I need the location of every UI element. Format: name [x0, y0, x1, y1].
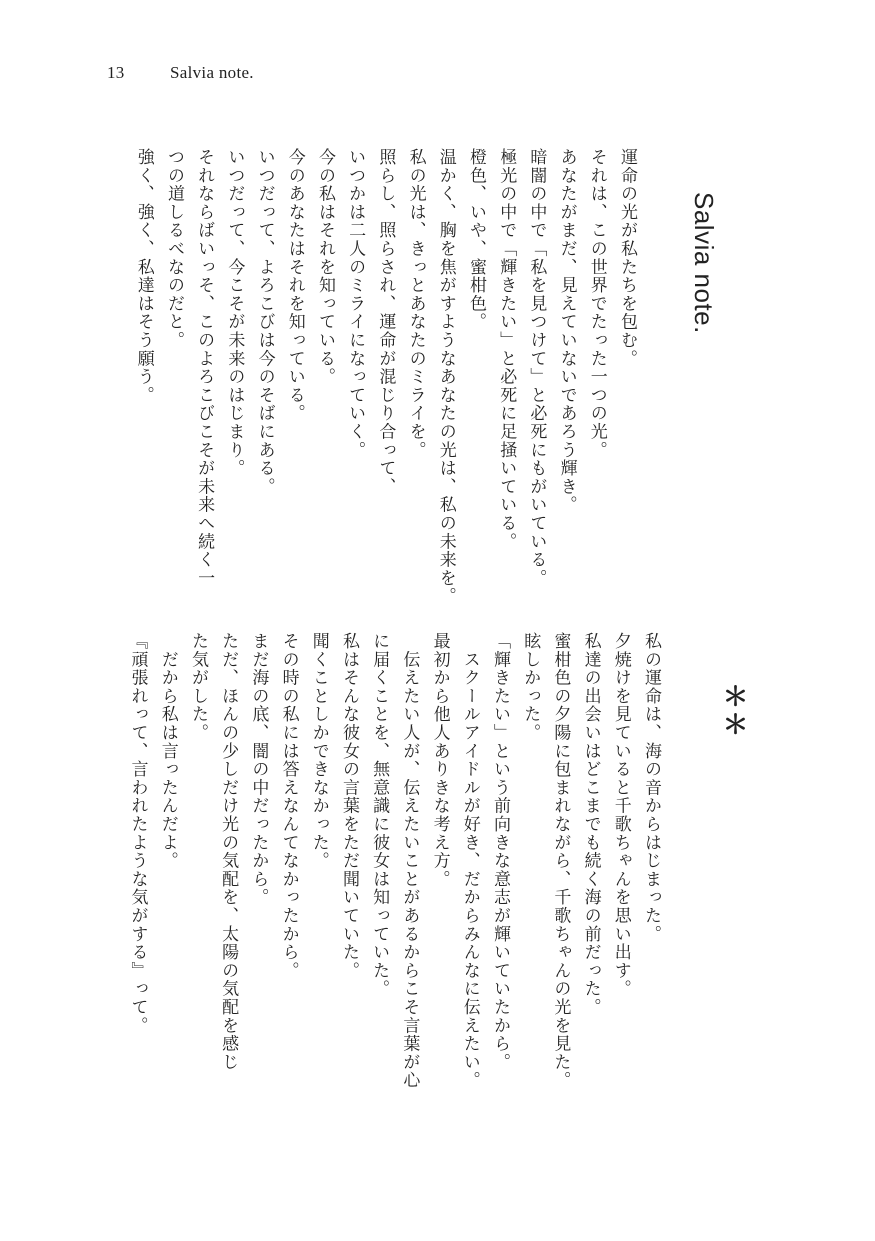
- prose-line: 夕焼けを見ていると千歌ちゃんを思い出す。: [610, 632, 631, 998]
- poem-line: いつかは二人のミライになっていく。: [345, 148, 366, 460]
- poem-line: 運命の光が私たちを包む。: [617, 148, 637, 368]
- poem-line: いつだって、今こそが未来のはじまり。: [224, 148, 245, 478]
- poem-line: 今の私はそれを知っている。: [314, 148, 335, 386]
- prose-line: だから私は言ったんだよ。: [157, 632, 178, 870]
- prose-line: 『頑張れって、言われたような気がする』って。: [127, 632, 148, 1035]
- poem-line: 強く、強く、私達はそう願う。: [133, 148, 154, 405]
- poem-line: 今のあなたはそれを知っている。: [284, 148, 305, 423]
- prose-line: 眩しかった。: [520, 632, 541, 742]
- poem-line: 極光の中で「輝きたい」と必死に足掻いている。: [496, 148, 517, 551]
- poem-line: 温かく、胸を焦がすようなあなたの光は、私の未来を。: [435, 148, 456, 606]
- poem-line: 私の光は、きっとあなたのミライを。: [405, 148, 426, 460]
- poem-line: あなたがまだ、見えていないであろう輝き。: [556, 148, 577, 514]
- poem-line: それならばいっそ、このよろこびこそが未来へ続く一: [194, 148, 215, 588]
- prose-line: 聞くことしかできなかった。: [308, 632, 329, 870]
- prose-line: 伝えたい人が、伝えたいことがあるからこそ言葉が心: [399, 632, 420, 1090]
- prose-line: 私はそんな彼女の言葉をただ聞いていた。: [338, 632, 359, 980]
- running-head: [107, 63, 254, 83]
- poem-line: 橙色、いや、蜜柑色。: [465, 148, 486, 331]
- prose-line: た気がした。: [187, 632, 208, 742]
- prose-line: 「輝きたい」という前向きな意志が輝いていたから。: [489, 632, 510, 1072]
- poem-body: [129, 148, 642, 608]
- poem-line: それは、この世界でたった一つの光。: [586, 148, 607, 460]
- poem-title: Salvia note.: [689, 192, 719, 334]
- poem-line: 照らし、照らされ、運命が混じり合って、: [375, 148, 396, 496]
- prose-line: その時の私には答えなんてなかったから。: [278, 632, 299, 980]
- prose-line: 私達の出会いはどこまでも続く海の前だった。: [580, 632, 601, 1017]
- section-separator: ＊＊: [718, 683, 748, 739]
- poem-line: いつだって、よろこびは今のそばにある。: [254, 148, 275, 496]
- prose-line: に届くことを、無意識に彼女は知っていた。: [369, 632, 390, 998]
- prose-line: スクールアイドルが好き、だからみんなに伝えたい。: [459, 632, 480, 1090]
- page-number: 13: [107, 63, 125, 82]
- prose-body: [122, 632, 666, 1102]
- prose-line: 最初から他人ありきな考え方。: [429, 632, 450, 889]
- prose-line: 私の運命は、海の音からはじまった。: [641, 632, 661, 944]
- prose-line: まだ海の底、闇の中だったから。: [248, 632, 269, 907]
- prose-line: ただ、ほんの少しだけ光の気配を、太陽の気配を感じ: [218, 632, 239, 1072]
- running-head-title: Salvia note.: [170, 63, 254, 82]
- prose-line: 蜜柑色の夕陽に包まれながら、千歌ちゃんの光を見た。: [550, 632, 571, 1090]
- poem-line: 暗闇の中で「私を見つけて」と必死にもがいている。: [526, 148, 547, 588]
- poem-line: つの道しるべなのだと。: [163, 148, 184, 350]
